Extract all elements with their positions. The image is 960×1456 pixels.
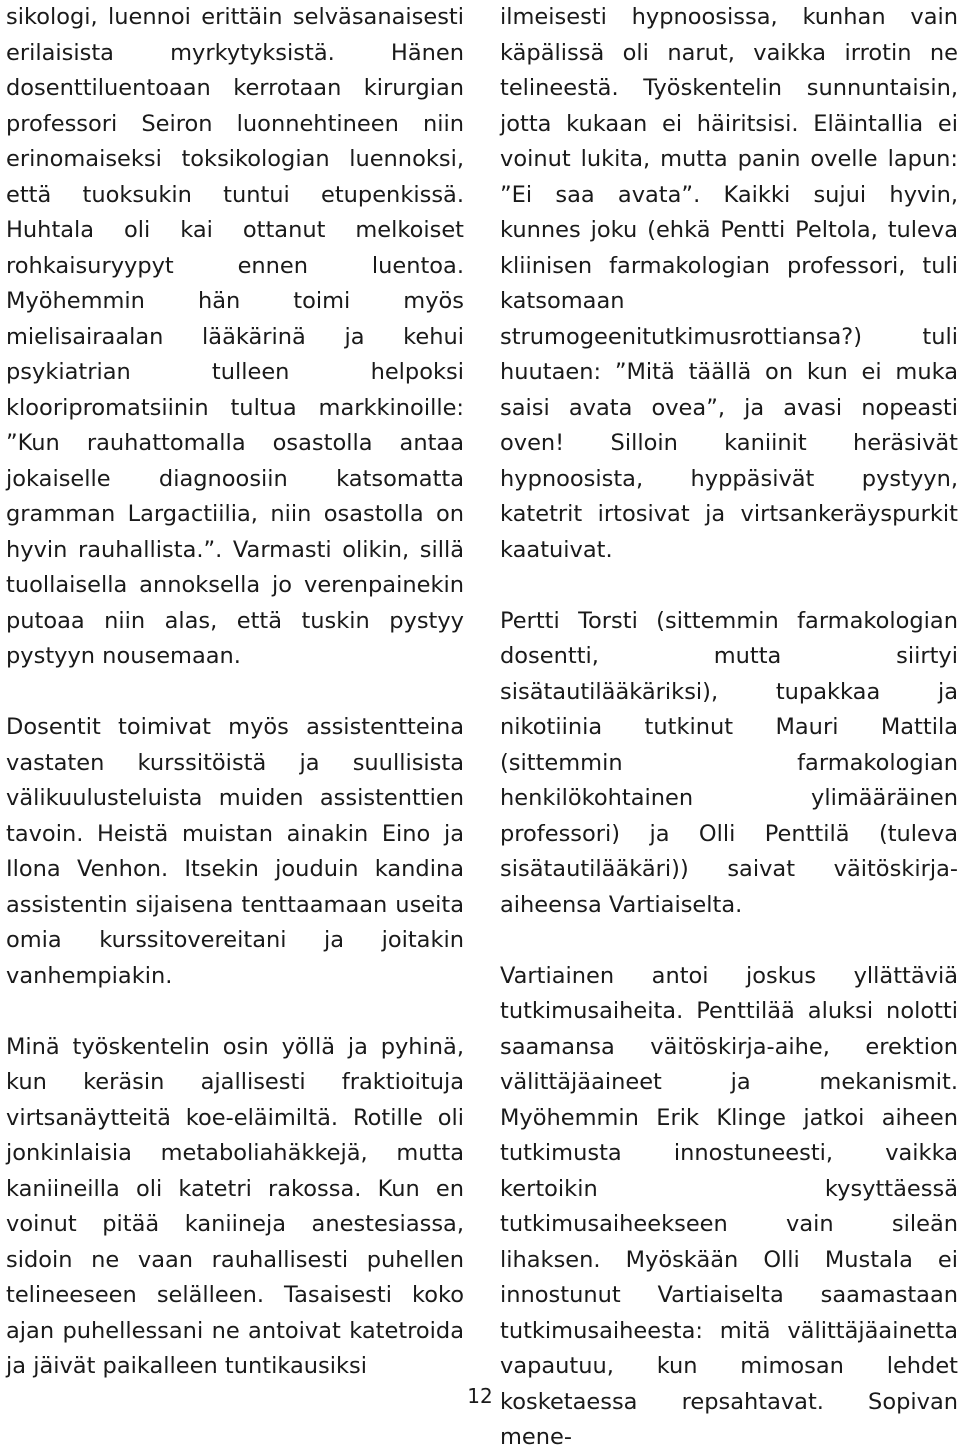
left-paragraph-2: Dosentit toimivat myös assistentteina vastaten kurssitöistä ja suullisista välikuulusteluista muiden assistenttien tavoin. Heistä muistan ainakin Eino ja Ilona Venhon. Itsekin jouduin kandina assistentin sijaisena tenttaamaan useita omia kurssitovereitani ja joitakin vanhempiakin. [6,714,464,989]
right-paragraph-1 [500,0,958,568]
page-number: 12 [467,1384,493,1408]
right-paragraph-1-part-3: Silloin kaniinit heräsivät hypnoosista, hyppäsivät pystyyn, katetrit irtosivat ja virtsankeräyspurkit kaatuivat. [500,430,958,563]
left-paragraph-1-part-1: sikologi, luennoi erittäin selväsanaisesti erilaisista myrkytyksistä. Hänen dosenttiluentoaan kerrotaan kirurgian professori Seiron luonnehtineen niin erinomaiseksi toksikologian luennoksi, että tuoksukin tuntui etupenkissä. Huhtala oli kai ottanut melkoiset rohkaisuryypyt ennen luentoa. [6,4,464,279]
right-paragraph-1-part-1: ilmeisesti hypnoosissa, kunhan vain käpälissä oli narut, vaikka irrotin ne telineestä. Työskentelin sunnuntaisin, jotta kukaan ei häiritsisi. Eläintallia ei voinut lukita, mutta panin ovelle lapun: ”Ei saa avata”. [500,4,958,208]
right-column [500,0,958,1456]
right-paragraph-1-part-2: Kaikki sujui hyvin, kunnes joku (ehkä Pentti Peltola, tuleva kliinisen farmakologian professori, tuli katsomaan strumogeenitutkimusrottiansa?) tuli huutaen: ”Mitä täällä on kun ei muka saisi avata ovea”, ja avasi nopeasti oven! [500,181,958,456]
right-paragraph-3: Vartiainen antoi joskus yllättäviä tutkimusaiheita. Penttilää aluksi nolotti saamansa väitöskirja-aihe, erektion välittäjäaineet ja mekanismit. Myöhemmin Erik Klinge jatkoi aiheen tutkimusta innostuneesti, vaikka kertoikin kysyttäessä tutkimusaiheekseen vain sileän lihaksen. Myöskään Olli Mustala ei innostunut Vartiaiselta saamastaan tutkimusaiheesta: mitä välittäjäainetta vapautuu, kun mimosan lehdet kosketaessa repsahtavat. Sopivan mene- [500,962,958,1450]
left-column [6,0,464,1385]
left-paragraph-1-part-3: Varmasti olikin, sillä tuollaisella annoksella jo verenpainekin putoaa niin alas, että tuskin pystyy pystyyn nousemaan. [6,536,464,669]
right-paragraph-2: Pertti Torsti (sittemmin farmakologian dosentti, mutta siirtyi sisätautilääkäriksi), tupakkaa ja nikotiinia tutkinut Mauri Mattila (sittemmin farmakologian henkilökohtainen ylimääräinen professori) ja Olli Penttilä (tuleva sisätautilääkäri)) saivat väitöskirja-aiheensa Vartiaiselta. [500,607,958,918]
left-paragraph-1 [6,0,464,675]
left-paragraph-3: Minä työskentelin osin yöllä ja pyhinä, kun keräsin ajallisesti fraktioituja virtsanäytteitä koe-eläimiltä. Rotille oli jonkinlaisia metaboliahäkkejä, mutta kaniineilla oli katetri rakossa. Kun en voinut pitää kaniineja anestesiassa, sidoin ne vaan rauhallisesti puhellen telineeseen selälleen. Tasaisesti koko ajan puhellessani ne antoivat katetroida ja jäivät paikalleen tuntikausiksi [6,1033,464,1379]
left-paragraph-1-part-2: Myöhemmin hän toimi myös mielisairaalan lääkärinä ja kehui psykiatrian tulleen helpoksi klooripromatsiinin tultua markkinoille: ”Kun rauhattomalla osastolla antaa jokaiselle diagnoosiin katsomatta gramman Largactiilia, niin osastolla on hyvin rauhallista.”. [6,288,464,563]
